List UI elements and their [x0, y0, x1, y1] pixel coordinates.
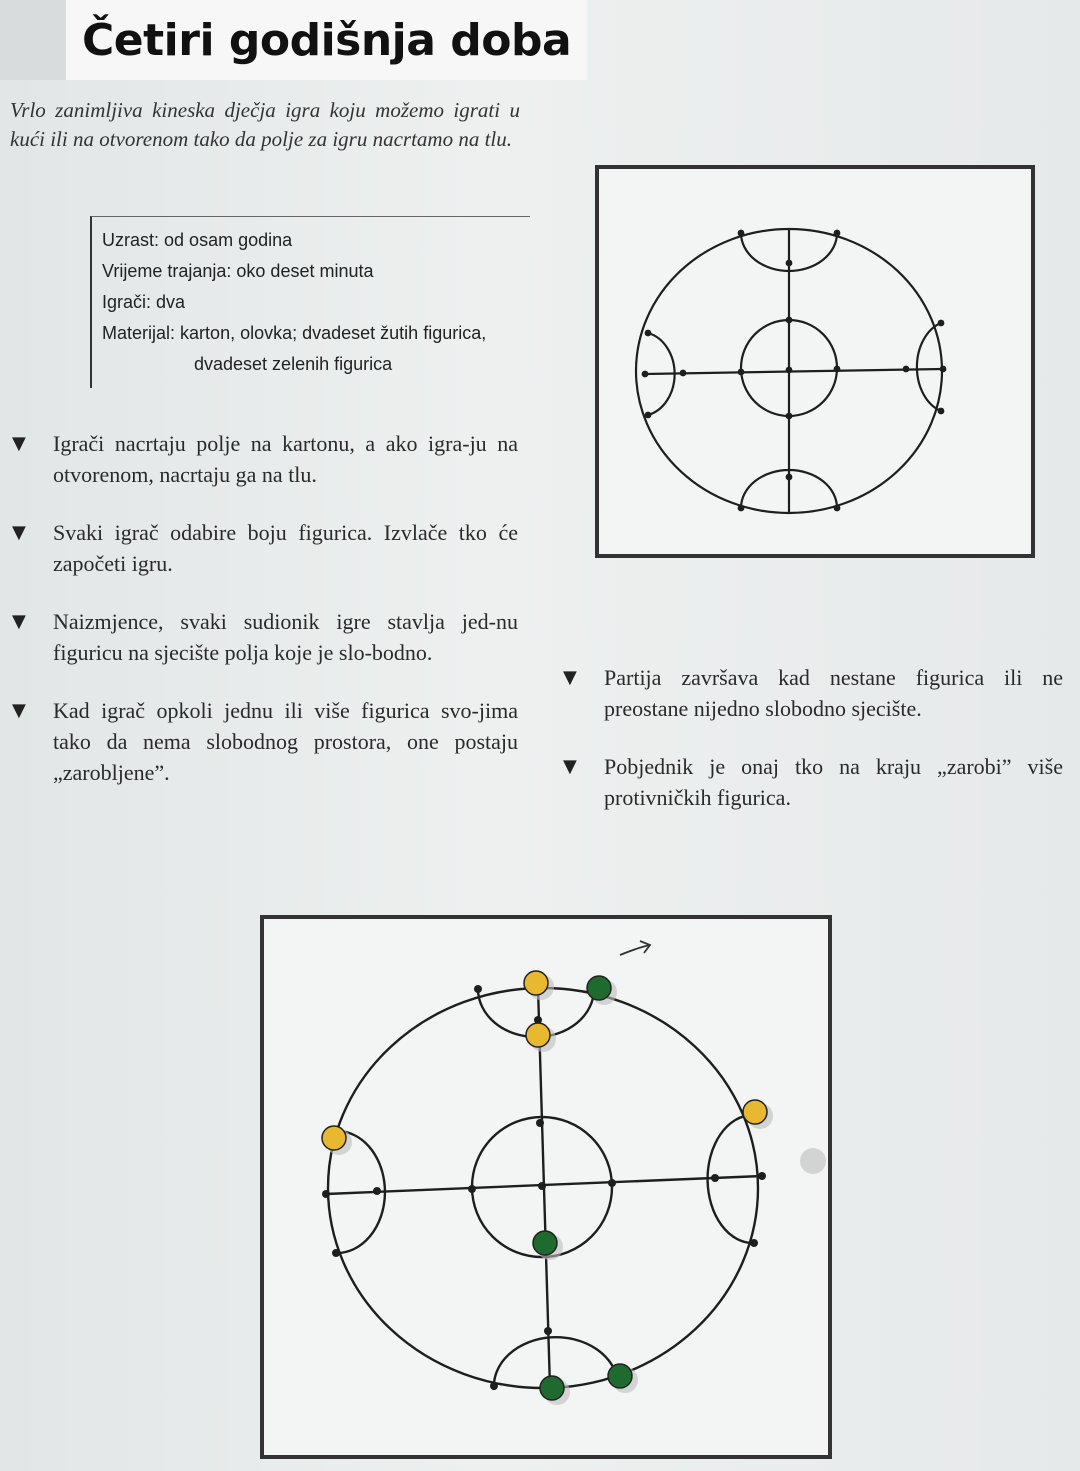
- list-item: ▼ Svaki igrač odabire boju figurica. Izvlače tko će započeti igru.: [12, 517, 518, 579]
- triangle-bullet-icon: ▼: [12, 522, 26, 543]
- board-with-pieces-drawing: [258, 913, 836, 1463]
- green-piece: [608, 1364, 632, 1388]
- list-item: ▼ Partija završava kad nestane figurica ili ne preostane nijedno slobodno sjecište.: [563, 662, 1063, 724]
- triangle-bullet-icon: ▼: [12, 700, 26, 721]
- list-item: ▼ Naizmjence, svaki sudionik igre stavlja jed-nu figuricu na sjecište polja koje je slo-bodno.: [12, 606, 518, 668]
- empty-board-drawing: [593, 163, 1037, 560]
- info-material-cont: dvadeset zelenih figurica: [194, 354, 393, 374]
- info-box: [90, 216, 530, 388]
- info-age: Uzrast: od osam godina: [102, 230, 293, 250]
- intro-text: Vrlo zanimljiva kineska dječja igra koju možemo igrati u kući ili na otvorenom tako da polje za igru nacrtamo na tlu.: [10, 98, 520, 151]
- title-tab: [0, 0, 66, 80]
- green-piece: [540, 1376, 564, 1400]
- triangle-bullet-icon: ▼: [563, 756, 577, 777]
- page-title: Četiri godišnja doba: [66, 0, 587, 80]
- triangle-bullet-icon: ▼: [563, 667, 577, 688]
- board-illustration-empty: [593, 163, 1037, 560]
- board-illustration-with-pieces: [258, 913, 836, 1463]
- bullets-right: [563, 662, 1063, 840]
- green-piece: [533, 1231, 557, 1255]
- triangle-bullet-icon: ▼: [12, 433, 26, 454]
- triangle-bullet-icon: ▼: [12, 611, 26, 632]
- bullets-left: [12, 428, 518, 815]
- info-players: Igrači: dva: [102, 292, 186, 312]
- list-item: ▼ Kad igrač opkoli jednu ili više figurica svo-jima tako da nema slobodnog prostora, one postaju „zarobljene”.: [12, 695, 518, 788]
- list-item: ▼ Igrači nacrtaju polje na kartonu, a ako igra-ju na otvorenom, nacrtaju ga na tlu.: [12, 428, 518, 490]
- info-material: Materijal: karton, olovka; dvadeset žutih figurica,: [102, 323, 487, 343]
- list-item: ▼ Pobjednik je onaj tko na kraju „zarobi” više protivničkih figurica.: [563, 751, 1063, 813]
- info-duration: Vrijeme trajanja: oko deset minuta: [102, 261, 374, 281]
